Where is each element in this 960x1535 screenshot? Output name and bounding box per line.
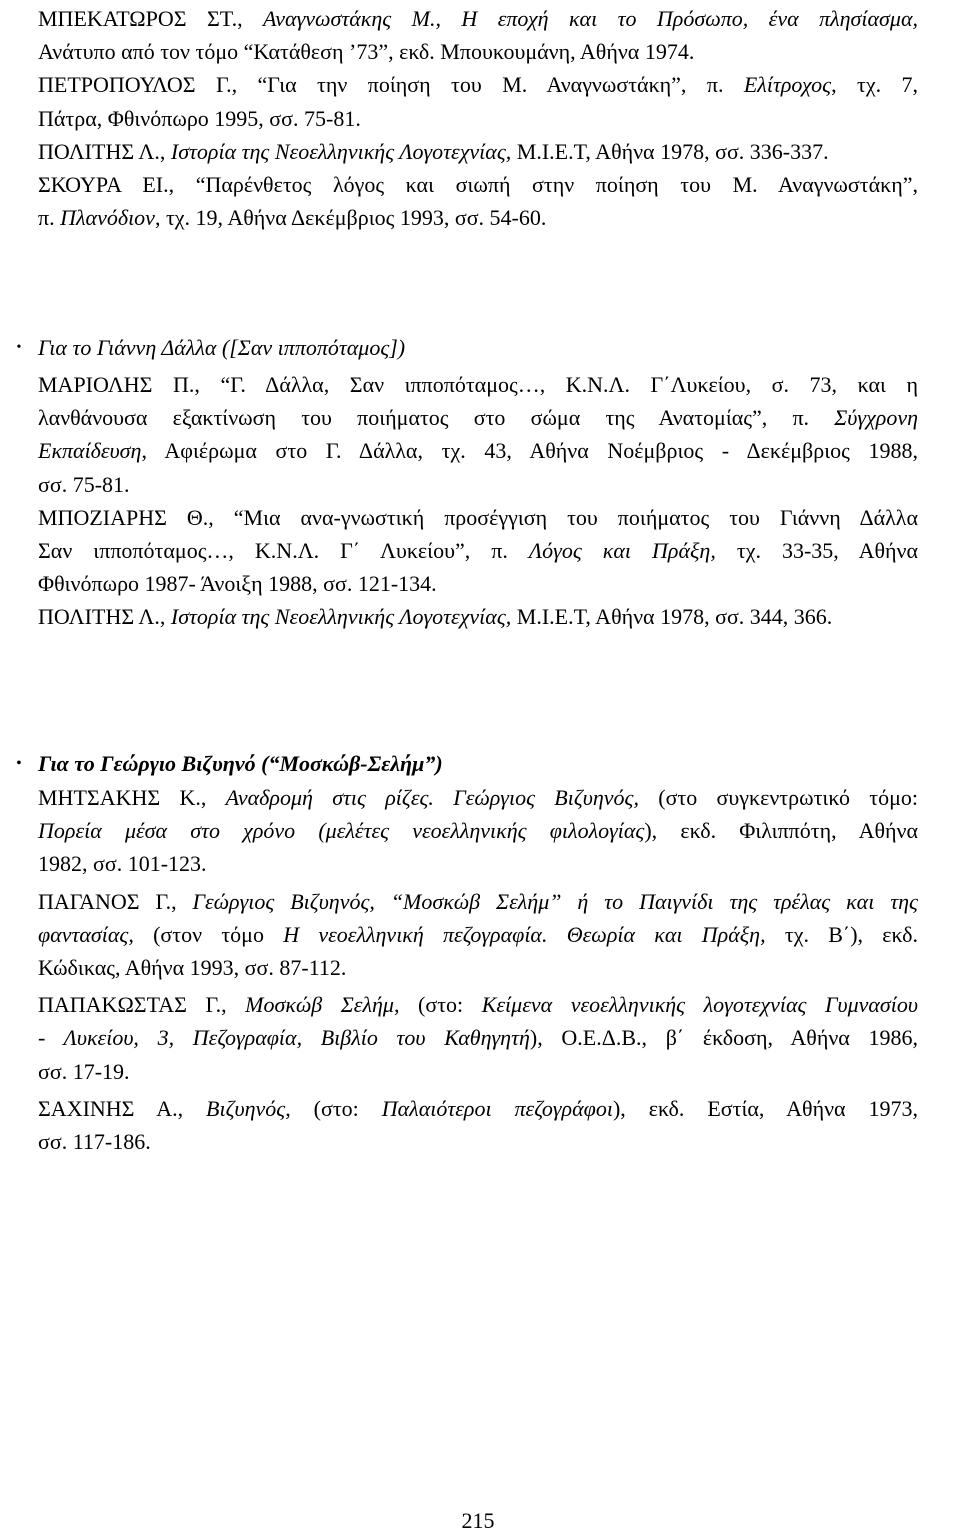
heading-text: Για το Γιάννη Δάλλα ([Σαν ιπποπόταμος]) bbox=[38, 335, 406, 360]
bib-line bbox=[38, 534, 918, 567]
bib-line bbox=[38, 814, 918, 847]
title-italic: Γεώργιος Βιζυηνός, “Μοσκώβ Σελήμ” ή το Παιγνίδι της τρέλας και της bbox=[192, 888, 918, 914]
bib-line: 1982, σσ. 101-123. bbox=[38, 851, 207, 877]
bib-text: ), εκδ. Φιλιππότη, Αθήνα bbox=[644, 818, 919, 844]
title-italic: Ιστορία της Νεοελληνικής Λογοτεχνίας, bbox=[170, 604, 512, 630]
section-vizyenos bbox=[16, 747, 919, 1158]
bib-entry bbox=[38, 168, 918, 234]
bib-line bbox=[38, 918, 918, 951]
bib-line bbox=[38, 135, 918, 168]
heading-text: Για το Γεώργιο Βιζυηνό (“Μοσκώβ-Σελήμ”) bbox=[38, 751, 443, 776]
bib-line: ΜΠΟΖΙΑΡΗΣ Θ., “Μια ανα-γνωστική προσέγγιση του ποιήματος του Γιάννη Δάλλα bbox=[38, 504, 918, 530]
title-italic: Η νεοελληνική πεζογραφία. Θεωρία και Πράξη, bbox=[283, 921, 766, 947]
bib-line bbox=[38, 1021, 918, 1054]
title-italic: Ιστορία της Νεοελληνικής Λογοτεχνίας, bbox=[170, 138, 512, 164]
bib-entry bbox=[38, 1092, 918, 1158]
author: ΠΑΓΑΝΟΣ Γ., bbox=[38, 888, 193, 914]
bib-text: τχ. 33-35, Αθήνα bbox=[715, 538, 918, 564]
title-italic: Μοσκώβ Σελήμ, bbox=[245, 992, 400, 1018]
bib-line bbox=[38, 68, 918, 101]
bib-text: Μ.Ι.Ε.Τ, Αθήνα 1978, σσ. 336-337. bbox=[511, 138, 829, 164]
bib-line bbox=[38, 401, 918, 434]
bib-entry bbox=[38, 68, 918, 134]
bullet-icon: • bbox=[16, 756, 22, 771]
author: ΣΑΧΙΝΗΣ Α., bbox=[38, 1095, 207, 1121]
bib-text: ), Ο.Ε.Δ.Β., β΄ έκδοση, Αθήνα 1986, bbox=[529, 1025, 918, 1051]
bib-text: ΠΕΤΡΟΠΟΥΛΟΣ Γ., “Για την ποίηση του Μ. Αναγνωστάκη”, π. bbox=[38, 72, 744, 98]
section-dallas bbox=[16, 331, 918, 634]
section-heading bbox=[16, 331, 918, 364]
bib-line bbox=[38, 434, 918, 467]
author: ΠΑΠΑΚΩΣΤΑΣ Γ., bbox=[38, 992, 246, 1018]
bib-entry bbox=[38, 885, 918, 985]
bib-line: ΣΚΟΥΡΑ ΕΙ., “Παρένθετος λόγος και σιωπή στην ποίηση του Μ. Αναγνωστάκη”, bbox=[38, 172, 918, 198]
bib-text: (στο συγκεντρωτικό τόμο: bbox=[638, 785, 918, 810]
bib-line: Πάτρα, Φθινόπωρο 1995, σσ. 75-81. bbox=[38, 105, 361, 131]
title-italic: Κείμενα νεοελληνικής λογοτεχνίας Γυμνασίου bbox=[481, 992, 918, 1018]
bib-line: Φθινόπωρο 1987- Άνοιξη 1988, σσ. 121-134. bbox=[38, 571, 437, 597]
journal-italic: Ελίτροχος bbox=[743, 72, 832, 98]
bib-text: (στο: bbox=[399, 992, 482, 1018]
title-italic: Αναγνωστάκης Μ., Η εποχή και το Πρόσωπο, ένα πλησίασμα, bbox=[263, 6, 918, 31]
bib-entry bbox=[38, 781, 918, 881]
author: ΠΟΛΙΤΗΣ Λ., bbox=[38, 604, 171, 630]
page-number: 215 bbox=[461, 1508, 495, 1533]
bib-entry bbox=[38, 501, 918, 601]
journal-italic: Λόγος και Πράξη, bbox=[528, 538, 716, 564]
bib-text: , τχ. 7, bbox=[831, 72, 919, 98]
bib-line bbox=[38, 600, 918, 633]
bib-entry bbox=[38, 2, 918, 68]
bib-line bbox=[38, 1092, 918, 1125]
author: ΠΟΛΙΤΗΣ Λ., bbox=[38, 138, 171, 164]
bib-text: (στον τόμο bbox=[133, 921, 284, 947]
journal-italic: Εκπαίδευση bbox=[38, 438, 142, 464]
bib-text: λανθάνουσα εξακτίνωση του ποιήματος στο σώμα της Ανατομίας”, π. bbox=[38, 405, 835, 431]
journal-italic: Πλανόδιον bbox=[60, 205, 155, 231]
bib-entry bbox=[38, 988, 918, 1088]
bib-text: π. bbox=[38, 205, 61, 231]
bib-text: Σαν ιπποπόταμος…, Κ.Ν.Λ. Γ΄ Λυκείου”, π. bbox=[38, 538, 529, 564]
author: ΜΗΤΣΑΚΗΣ Κ., bbox=[38, 785, 226, 810]
bib-line: σσ. 17-19. bbox=[38, 1058, 130, 1084]
bib-text: τχ. Β΄), εκδ. bbox=[765, 921, 919, 947]
bib-line: Ανάτυπο από τον τόμο “Κατάθεση ’73”, εκδ. Μπουκουμάνη, Αθήνα 1974. bbox=[38, 39, 695, 65]
bib-text: , τχ. 19, Αθήνα Δεκέμβριος 1993, σσ. 54-60. bbox=[154, 205, 547, 231]
bib-line bbox=[38, 988, 918, 1021]
bib-entry bbox=[38, 600, 918, 633]
bib-line: σσ. 75-81. bbox=[38, 471, 130, 497]
bib-line bbox=[38, 201, 918, 234]
bib-entry bbox=[38, 135, 918, 168]
bib-line bbox=[38, 2, 918, 35]
title-italic: Παλαιότεροι πεζογράφοι bbox=[381, 1095, 613, 1121]
bullet-icon: • bbox=[16, 340, 22, 355]
title-italic: Βιζυηνός, bbox=[206, 1095, 291, 1121]
bib-line bbox=[38, 885, 918, 918]
title-italic: Αναδρομή στις ρίζες. Γεώργιος Βιζυηνός, bbox=[225, 785, 639, 810]
author: ΜΠΕΚΑΤΩΡΟΣ ΣΤ., bbox=[38, 6, 264, 31]
title-italic: - Λυκείου, 3, Πεζογραφία, Βιβλίο του Καθηγητή bbox=[38, 1025, 530, 1051]
bib-text: (στο: bbox=[290, 1095, 382, 1121]
bib-text: , Αφιέρωμα στο Γ. Δάλλα, τχ. 43, Αθήνα Νοέμβριος - Δεκέμβριος 1988, bbox=[141, 438, 918, 464]
bib-line: Κώδικας, Αθήνα 1993, σσ. 87-112. bbox=[38, 955, 347, 981]
section-heading bbox=[16, 747, 918, 780]
bib-entry bbox=[38, 368, 918, 501]
bib-line: ΜΑΡΙΟΛΗΣ Π., “Γ. Δάλλα, Σαν ιπποπόταμος…, Κ.Ν.Λ. Γ΄Λυκείου, σ. 73, και η bbox=[38, 372, 918, 397]
document-page bbox=[16, 0, 956, 1535]
title-italic: Πορεία μέσα στο χρόνο (μελέτες νεοελληνικής φιλολογίας bbox=[38, 818, 645, 844]
bib-text: Μ.Ι.Ε.Τ, Αθήνα 1978, σσ. 344, 366. bbox=[511, 604, 833, 630]
bib-text: ), εκδ. Εστία, Αθήνα 1973, bbox=[612, 1095, 919, 1121]
bib-line: σσ. 117-186. bbox=[38, 1129, 151, 1155]
bib-line bbox=[38, 781, 918, 814]
title-italic: φαντασίας, bbox=[38, 921, 134, 947]
bibliography-block-anagnostakis bbox=[38, 2, 918, 234]
journal-italic: Σύγχρονη bbox=[834, 405, 918, 431]
